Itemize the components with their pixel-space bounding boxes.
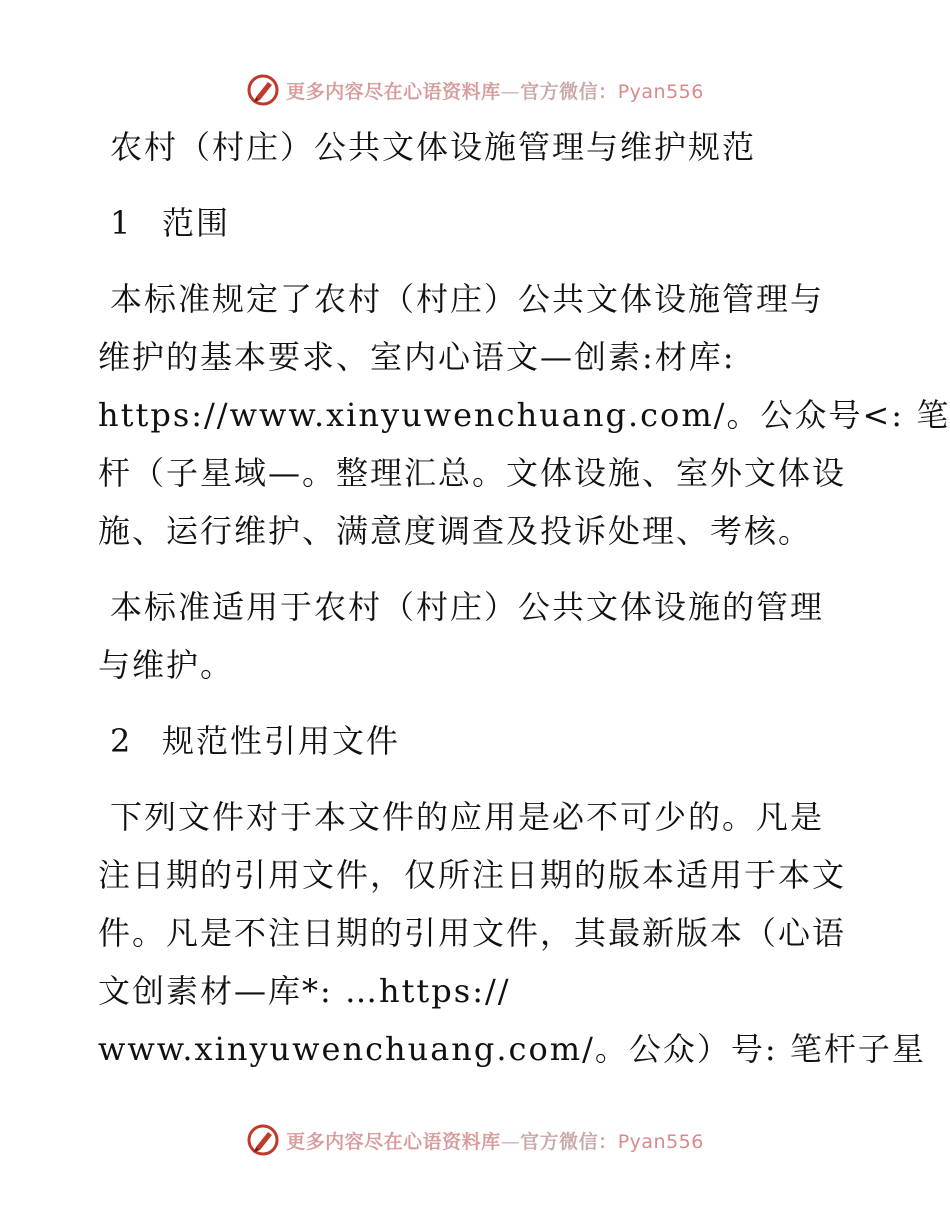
- text-line: www.xinyuwenchuang.com/。公众）号: 笔杆子星: [98, 1030, 926, 1068]
- banner-inner: [246, 1123, 704, 1157]
- document-title: 农村（村庄）公共文体设施管理与维护规范: [110, 128, 757, 166]
- section-1-heading: [98, 194, 858, 252]
- banner-wechat-label: 官方微信：: [520, 1130, 618, 1153]
- section-2-paragraph-1: [98, 788, 926, 1078]
- text-line: 文创素材—库*: …https://: [98, 972, 511, 1010]
- text-line: 本标准规定了农村（村庄）公共文体设施管理与: [110, 280, 825, 318]
- text-line: 与维护。: [98, 646, 235, 684]
- banner-text: [286, 1127, 704, 1154]
- banner-main-text: 更多内容尽在心语资料库: [286, 80, 501, 103]
- spacer: [98, 770, 858, 788]
- spacer: [98, 176, 858, 194]
- section-1-paragraph-1: [98, 270, 950, 560]
- banner-dash: —: [500, 80, 521, 103]
- text-line: 施、运行维护、满意度调查及投诉处理、考核。: [98, 512, 813, 550]
- document-body: [98, 118, 950, 1078]
- spacer: [98, 252, 858, 270]
- section-1-paragraph-2: [98, 578, 858, 694]
- section-2-title: 规范性引用文件: [162, 722, 401, 760]
- pen-logo-icon: [246, 1123, 280, 1157]
- section-2-number: 2: [110, 722, 133, 760]
- section-1-number: 1: [110, 204, 133, 242]
- text-line: 维护的基本要求、室内心语文—创素:材库:: [98, 338, 736, 376]
- section-1-title: 范围: [162, 204, 231, 242]
- footer-banner: [0, 1120, 950, 1160]
- banner-text: [286, 77, 704, 104]
- text-line: 本标准适用于农村（村庄）公共文体设施的管理: [110, 588, 825, 626]
- spacer: [98, 560, 858, 578]
- text-line: https://www.xinyuwenchuang.com/。公众号<: 笔: [98, 396, 950, 434]
- banner-main-text: 更多内容尽在心语资料库: [286, 1130, 501, 1153]
- banner-dash: —: [500, 1130, 521, 1153]
- text-line: 杆（子星域—。整理汇总。文体设施、室外文体设: [98, 454, 847, 492]
- banner-wechat-id: Pyan556: [617, 80, 704, 103]
- banner-inner: [246, 73, 704, 107]
- banner-wechat-label: 官方微信：: [520, 80, 618, 103]
- banner-wechat-id: Pyan556: [617, 1130, 704, 1153]
- header-banner: [0, 70, 950, 110]
- text-line: 件。凡是不注日期的引用文件，其最新版本（心语: [98, 914, 847, 952]
- spacer: [98, 694, 858, 712]
- text-line: 注日期的引用文件，仅所注日期的版本适用于本文: [98, 856, 847, 894]
- pen-logo-icon: [246, 73, 280, 107]
- section-2-heading: [98, 712, 858, 770]
- text-line: 下列文件对于本文件的应用是必不可少的。凡是: [110, 798, 825, 836]
